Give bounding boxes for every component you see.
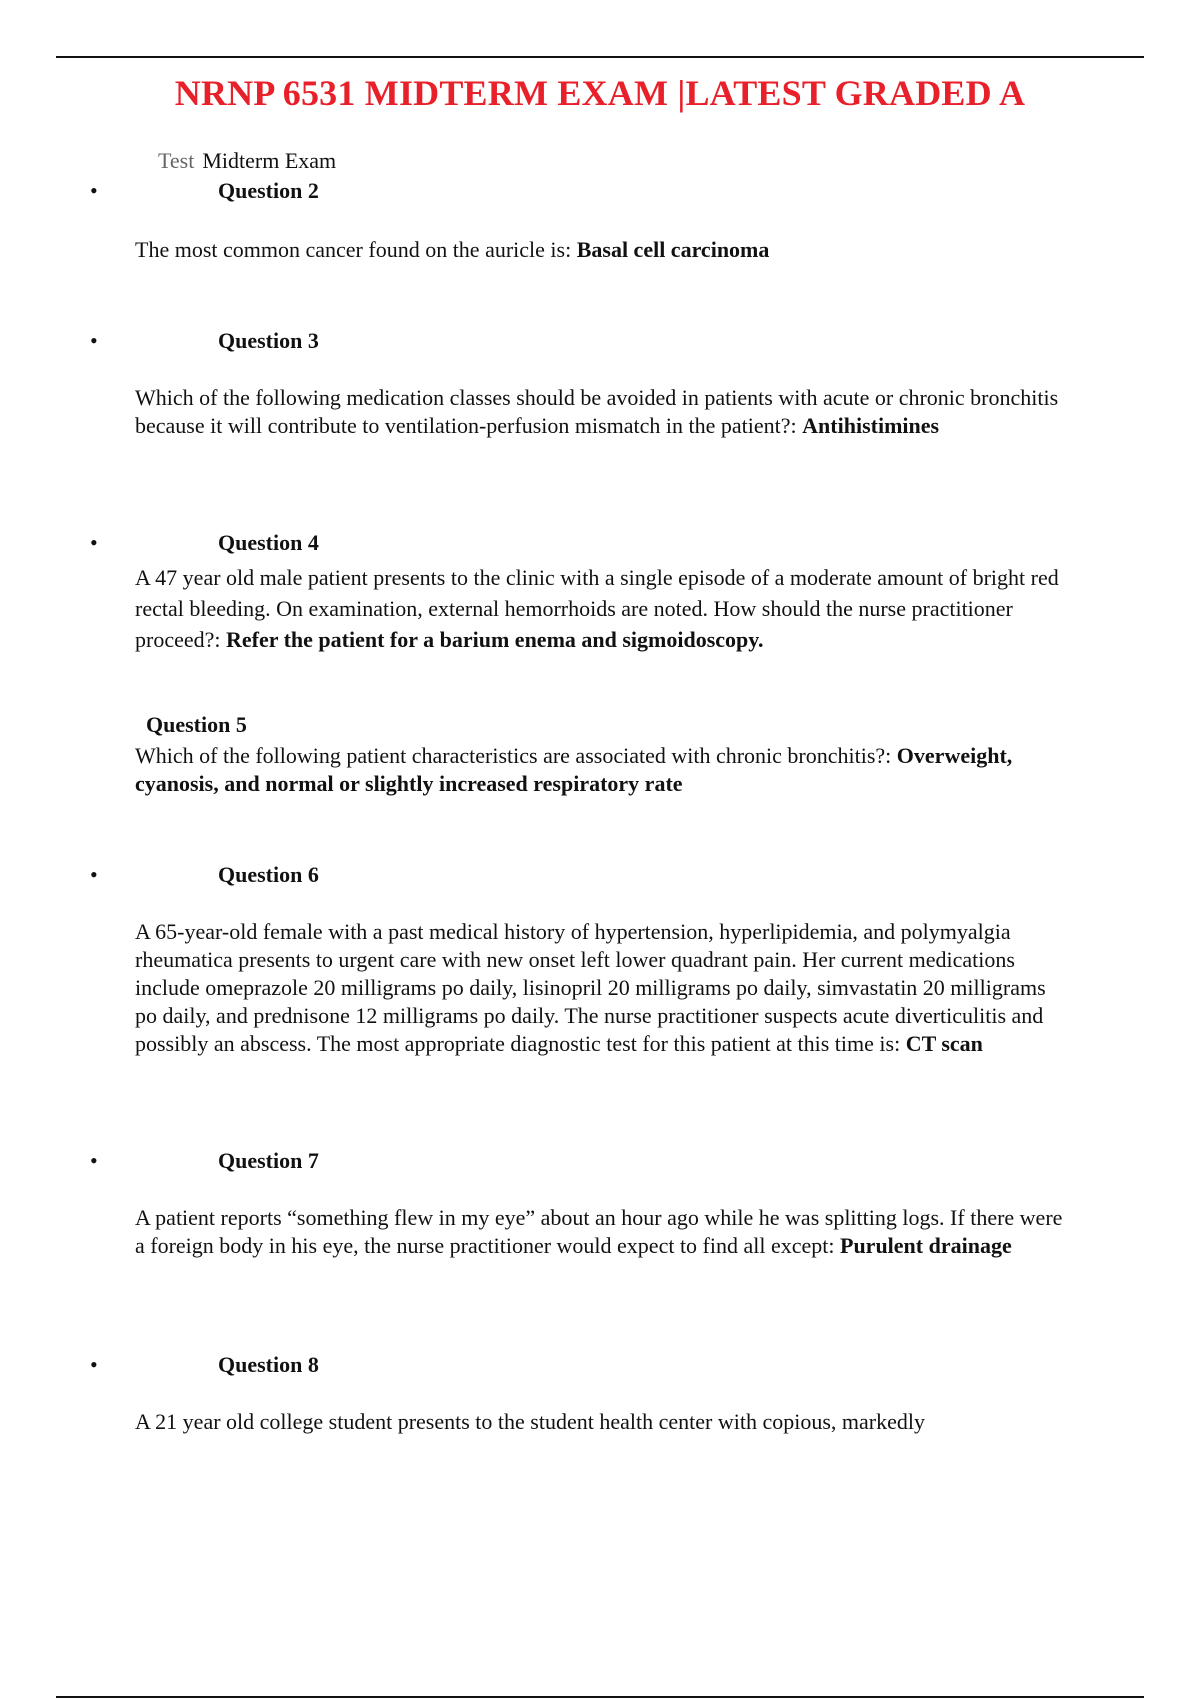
bullet-icon: • (90, 178, 98, 203)
bullet-icon: • (90, 862, 98, 887)
bullet-icon: • (90, 530, 98, 555)
question-heading: Question 3 (218, 328, 319, 353)
test-meta (158, 148, 336, 174)
bottom-rule (56, 1696, 1144, 1698)
question-body (135, 1408, 1065, 1436)
document-title: NRNP 6531 MIDTERM EXAM |LATEST GRADED A (174, 73, 1026, 113)
question-text: A 65-year-old female with a past medical history of hypertension, hyperlipidemia, and polymyalgia rheumatica presents to urgent care with new onset left lower quadrant pain. Her current medications include omeprazole 20 milligrams po daily, lisinopril 20 milligrams po daily, simvastatin 20 milligrams po daily, and prednisone 12 milligrams po daily. The nurse practitioner suspects acute diverticulitis and possibly an abscess. The most appropriate diagnostic test for this patient at this time is: (135, 919, 1046, 1056)
question-body (135, 384, 1065, 440)
question-text: Which of the following patient characteristics are associated with chronic bronchitis?: (135, 743, 897, 768)
question-text: A 21 year old college student presents to the student health center with copious, markedly (135, 1409, 925, 1434)
top-rule (56, 56, 1144, 58)
bullet-icon: • (90, 1352, 98, 1377)
question-body (135, 742, 1065, 798)
test-label: Test (158, 148, 195, 173)
question-text: The most common cancer found on the auricle is: (135, 237, 577, 262)
question-answer: Basal cell carcinoma (576, 237, 770, 262)
question-text: A patient reports “something flew in my eye” about an hour ago while he was splitting logs. If there were a foreign body in his eye, the nurse practitioner would expect to find all except: (135, 1205, 1063, 1258)
question-heading: Question 6 (218, 862, 319, 887)
bullet-icon: • (90, 1148, 98, 1173)
question-body (135, 1204, 1065, 1260)
question-heading: Question 7 (218, 1148, 319, 1173)
question-heading: Question 4 (218, 530, 319, 555)
question-body (135, 918, 1065, 1058)
question-heading: Question 8 (218, 1352, 319, 1377)
question-text: A 47 year old male patient presents to the clinic with a single episode of a moderate amount of bright red rectal bleeding. On examination, external hemorrhoids are noted. How should the nurse practitioner proceed?: (135, 565, 1059, 652)
test-name: Midterm Exam (202, 148, 337, 173)
question-body (135, 562, 1065, 655)
question-answer: Antihistimines (802, 413, 940, 438)
bullet-icon: • (90, 328, 98, 353)
question-answer: Refer the patient for a barium enema and sigmoidoscopy. (226, 627, 764, 652)
question-body (135, 236, 1065, 264)
question-heading: Question 2 (218, 178, 319, 203)
question-heading: Question 5 (146, 712, 247, 737)
question-answer: CT scan (905, 1031, 983, 1056)
question-answer: Purulent drainage (840, 1233, 1012, 1258)
question-answer: Overweight, cyanosis, and normal or slightly increased respiratory rate (135, 743, 1013, 796)
question-text: Which of the following medication classes should be avoided in patients with acute or chronic bronchitis because it will contribute to ventilation-perfusion mismatch in the patient?: (135, 385, 1059, 438)
